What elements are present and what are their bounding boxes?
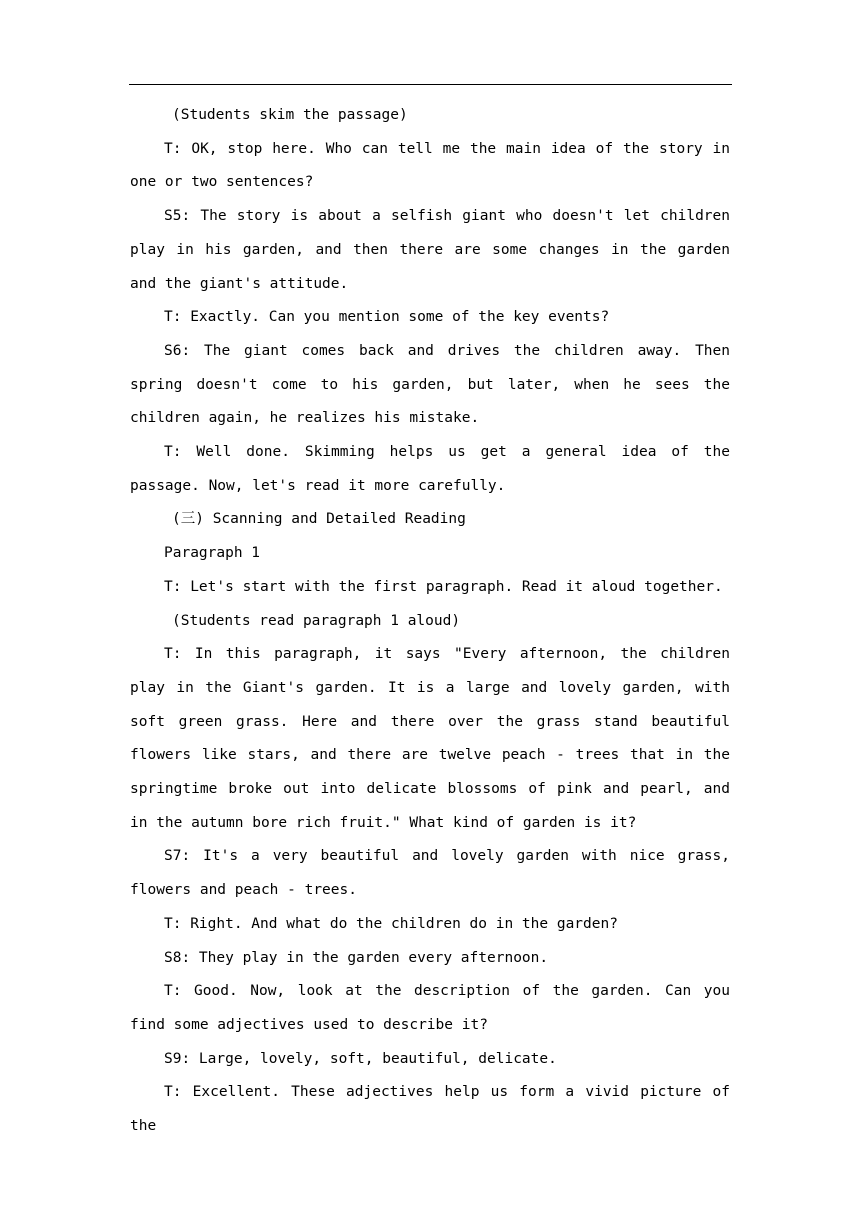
header-rule xyxy=(129,84,732,85)
paragraph-s5-answer: S5: The story is about a selfish giant who doesn't let children play in his garden, and then there are some changes in the garden and the giant's attitude. xyxy=(130,208,730,292)
paragraph-teacher-skimming: T: Well done. Skimming helps us get a general idea of the passage. Now, let's read it more carefully. xyxy=(130,444,730,494)
paragraph-students-read: (Students read paragraph 1 aloud) xyxy=(172,612,461,629)
paragraph-s9-answer: S9: Large, lovely, soft, beautiful, delicate. xyxy=(164,1050,557,1067)
paragraph-teacher-read-aloud: T: Let's start with the first paragraph. Read it aloud together. xyxy=(164,578,723,595)
paragraph-teacher-children-question: T: Right. And what do the children do in the garden? xyxy=(164,915,618,932)
paragraph-s7-answer: S7: It's a very beautiful and lovely garden with nice grass, flowers and peach - trees. xyxy=(130,848,730,899)
subheading-paragraph-1: Paragraph 1 xyxy=(164,545,261,562)
paragraph-s6-answer: S6: The giant comes back and drives the children away. Then spring doesn't come to his garden, but later, when he sees the children again, he realizes his mistake. xyxy=(130,342,730,427)
paragraph-teacher-excellent: T: Excellent. These adjectives help us form a vivid picture of the xyxy=(130,1084,730,1135)
paragraph-students-skim: (Students skim the passage) xyxy=(172,107,408,123)
paragraph-teacher-adjectives: T: Good. Now, look at the description of the garden. Can you find some adjectives used to describe it? xyxy=(130,983,730,1033)
document-body xyxy=(130,99,730,1144)
paragraph-teacher-key-events: T: Exactly. Can you mention some of the key events? xyxy=(164,309,610,326)
paragraph-teacher-quote: T: In this paragraph, it says "Every afternoon, the children play in the Giant's garden. It is a large and lovely garden, with soft green grass. Here and there over the grass stand beautiful flowers like stars, and there are twelve peach - trees that in the springtime broke out into delicate blossoms of pink and pearl, and in the autumn bore rich fruit." What kind of garden is it? xyxy=(130,646,730,831)
paragraph-teacher-main-idea: T: OK, stop here. Who can tell me the main idea of the story in one or two sentences? xyxy=(130,140,730,191)
paragraph-s8-answer: S8: They play in the garden every afternoon. xyxy=(164,949,549,966)
section-heading-scanning: (三) Scanning and Detailed Reading xyxy=(172,511,466,528)
